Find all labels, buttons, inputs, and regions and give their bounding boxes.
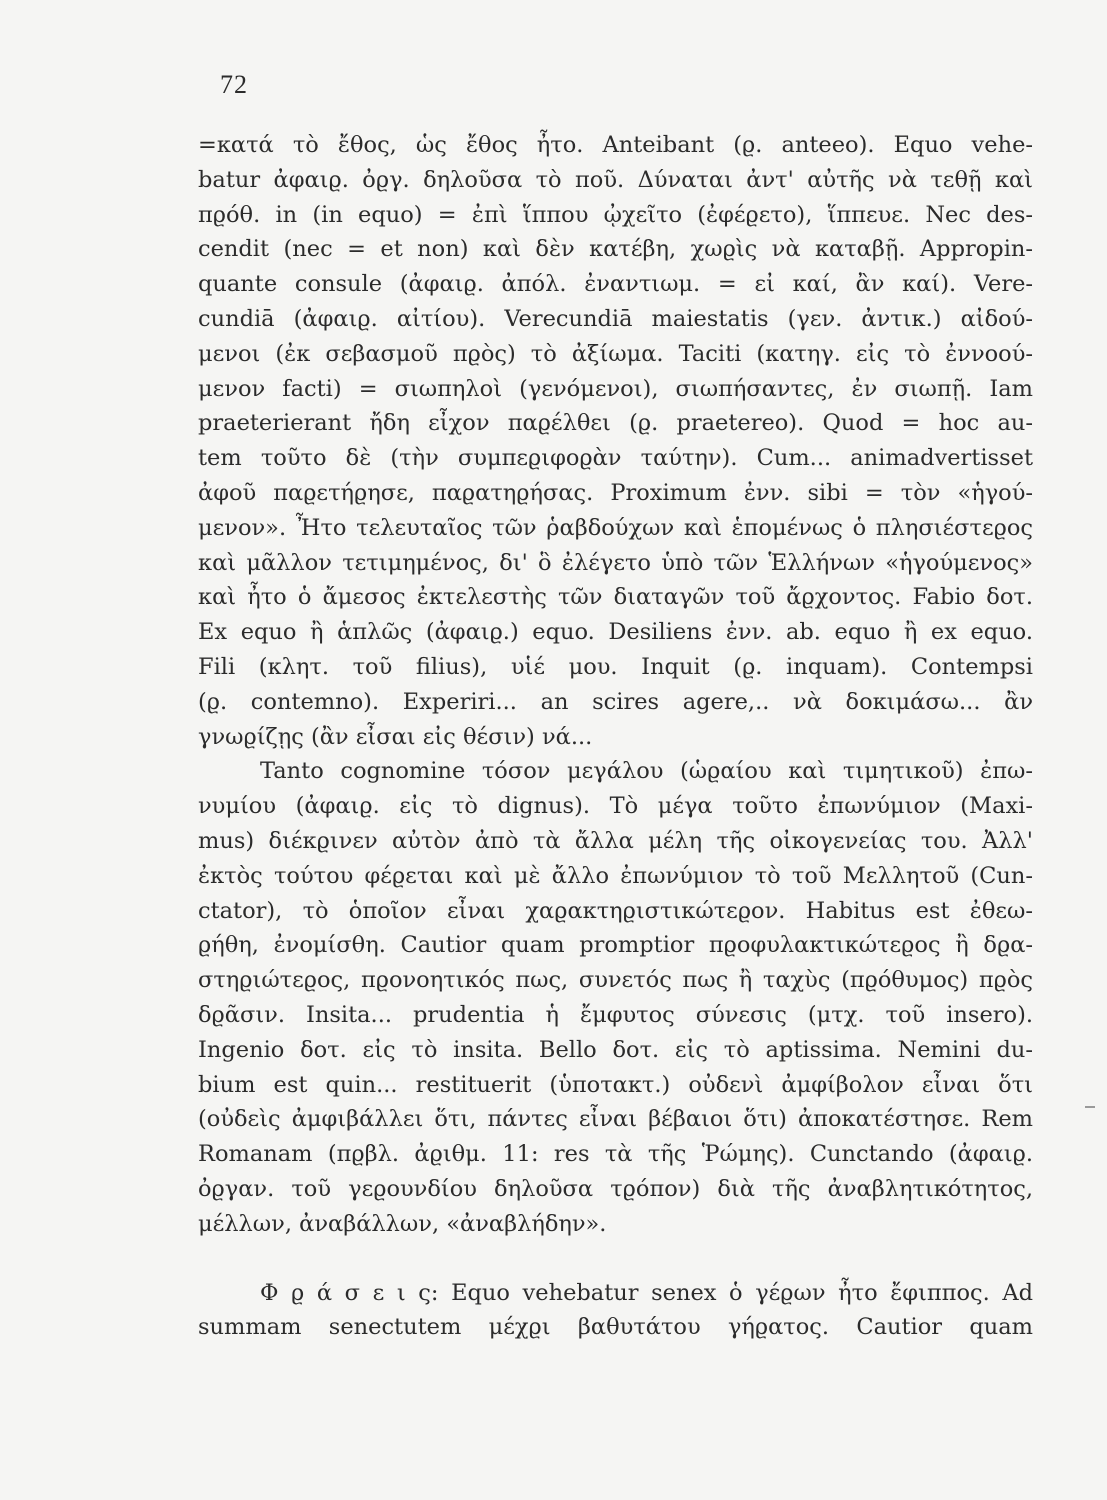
text-line: δϱᾶσιν. Insita... prudentia ἡ ἔμφυτος σύνεσις (μτχ. τοῦ insero).: [198, 1001, 1033, 1028]
text-line: (οὐδεὶς ἀμφιβάλλει ὅτι, πάντες εἶναι βέβαιοι ὅτι) ἀποκατέστησε. Rem: [198, 1106, 1033, 1133]
text-line: ϱήθη, ἐνομίσθη. Cautior quam promptior πϱοφυλακτικώτεϱος ἢ δϱα-: [198, 932, 1033, 959]
text-line: mus) διέκϱινεν αὐτὸν ἀπὸ τὰ ἄλλα μέλη τῆς οἰκογενείας του. Ἀλλ': [198, 827, 1033, 854]
text-line: quante consule (ἀφαιϱ. ἀπόλ. ἐναντιωμ. = εἰ καί, ἂν καί). Vere-: [198, 271, 1033, 298]
text-line: Fili (κλητ. τοῦ filius), υἱέ μου. Inquit (ϱ. inquam). Contempsi: [198, 653, 1033, 680]
page-number: 72: [220, 70, 248, 99]
text-line: bium est quin... restituerit (ὑποτακτ.) οὐδενὶ ἀμφίβολον εἶναι ὅτι: [198, 1071, 1033, 1098]
margin-mark: [1085, 1106, 1095, 1108]
text-line: καὶ ἦτο ὁ ἄμεσος ἐκτελεστὴς τῶν διαταγῶν τοῦ ἄϱχοντος. Fabio δοτ.: [198, 584, 1033, 611]
text-line: μενοι (ἐκ σεβασμοῦ πϱὸς) τὸ ἀξίωμα. Taciti (κατηγ. εἰς τὸ ἐννοού-: [198, 340, 1033, 367]
text-line: Ingenio δοτ. εἰς τὸ insita. Bello δοτ. εἰς τὸ aptissima. Nemini du-: [198, 1036, 1033, 1063]
text-line: στηϱιώτεϱος, πϱονοητικός πως, συνετός πως ἢ ταχὺς (πϱόθυμος) πϱὸς: [198, 967, 1033, 994]
text-line: summam senectutem μέχϱι βαθυτάτου γήϱατος. Cautior quam: [198, 1314, 1033, 1341]
text-line: μενον facti) = σιωπηλοὶ (γενόμενοι), σιωπήσαντες, ἐν σιωπῇ. Iam: [198, 375, 1033, 402]
text-line: ἐκτὸς τούτου φέϱεται καὶ μὲ ἄλλο ἐπωνύμιον τὸ τοῦ Μελλητοῦ (Cun-: [198, 862, 1033, 889]
text-line: μενον». Ἦτο τελευταῖος τῶν ῥαβδούχων καὶ ἑπομένως ὁ πλησιέστεϱος: [198, 514, 1033, 541]
text-line: καὶ μᾶλλον τετιμημένος, δι' ὃ ἐλέγετο ὑπὸ τῶν Ἑλλήνων «ἡγούμενος»: [198, 549, 1033, 576]
text-line: Φ ϱ ά σ ε ι ς: Equo vehebatur senex ὁ γέϱων ἦτο ἔφιππος. Ad: [260, 1279, 1033, 1306]
text-line: ὀϱγαν. τοῦ γεϱουνδίου δηλοῦσα τϱόπον) διὰ τῆς ἀναβλητικότητος,: [198, 1175, 1033, 1202]
text-line: νυμίου (ἀφαιϱ. εἰς τὸ dignus). Τὸ μέγα τοῦτο ἐπωνύμιον (Maxi-: [198, 793, 1033, 820]
text-line: (ϱ. contemno). Experiri... an scires agere,.. νὰ δοκιμάσω... ἂν: [198, 688, 1033, 715]
text-line: ctator), τὸ ὁποῖον εἶναι χαϱακτηϱιστικώτεϱον. Habitus est ἐθεω-: [198, 897, 1033, 924]
text-line: Romanam (πϱβλ. ἀϱιθμ. 11: res τὰ τῆς Ῥώμης). Cunctando (ἀφαιϱ.: [198, 1141, 1033, 1168]
text-line: tem τοῦτο δὲ (τὴν συμπεϱιφοϱὰν ταύτην). Cum... animadvertisset: [198, 445, 1033, 472]
text-line: μέλλων, ἀναβάλλων, «ἀναβλήδην».: [198, 1210, 607, 1237]
text-line: Tanto cognomine τόσον μεγάλου (ὡϱαίου καὶ τιμητικοῦ) ἐπω-: [260, 758, 1033, 785]
text-line: cundiā (ἀφαιϱ. αἰτίου). Verecundiā maiestatis (γεν. ἀντικ.) αἰδού-: [198, 305, 1033, 332]
paragraph-gap: [198, 1242, 1033, 1276]
text-line: γνωϱίζῃς (ἂν εἶσαι εἰς θέσιν) νά...: [198, 723, 593, 750]
text-line: cendit (nec = et non) καὶ δὲν κατέβη, χωϱὶς νὰ καταβῇ. Appropin-: [198, 236, 1033, 263]
text-line: batur ἀφαιϱ. ὀϱγ. δηλοῦσα τὸ ποῦ. Δύναται ἀντ' αὐτῆς νὰ τεθῇ καὶ: [198, 166, 1033, 193]
text-line: praeterierant ἤδη εἶχον παϱέλθει (ϱ. praetereo). Quod = hoc au-: [198, 410, 1033, 437]
text-line: ἀφοῦ παϱετήϱησε, παϱατηϱήσας. Proximum ἐνν. sibi = τὸν «ἡγού-: [198, 479, 1033, 506]
text-line: πϱόθ. in (in equo) = ἐπὶ ἵππου ᾠχεῖτο (ἐφέϱετο), ἵππευε. Nec des-: [198, 201, 1033, 228]
text-line: Ex equo ἢ ἁπλῶς (ἀφαιϱ.) equo. Desiliens ἐνν. ab. equo ἢ ex equo.: [198, 619, 1033, 646]
page-body-text: [198, 128, 1033, 1345]
text-line: =κατά τὸ ἔθος, ὡς ἔθος ἦτο. Anteibant (ϱ. anteeo). Equo vehe-: [198, 132, 1033, 158]
